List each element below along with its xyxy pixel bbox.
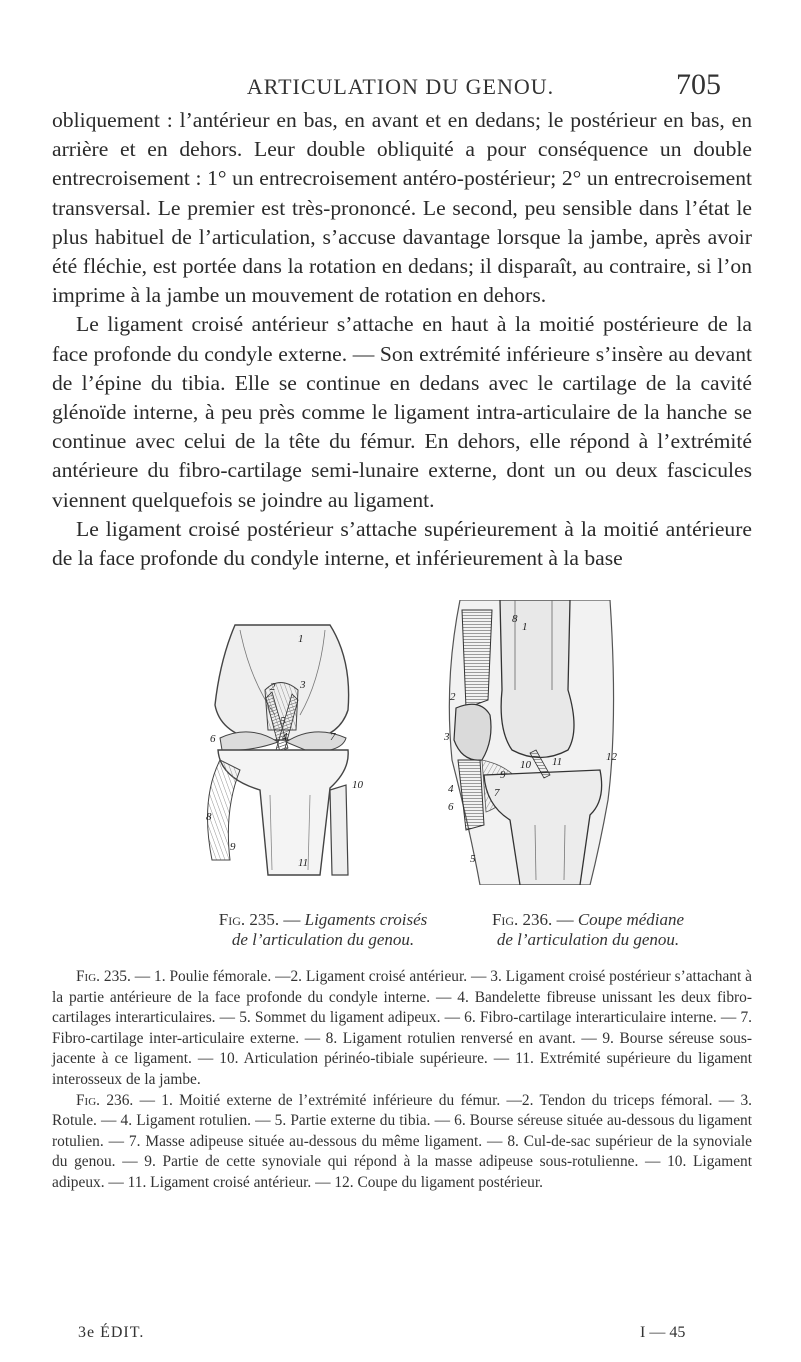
figure-235-title-line1: Ligaments croisés — [304, 910, 428, 929]
figure-235-caption — [198, 910, 448, 950]
fig236-label-12: 12 — [606, 751, 617, 763]
paragraph-1: obliquement : l’antérieur en bas, en avant et en dedans; le postérieur en bas, en arrière et en dehors. Leur double obliquité a pour conséquence un double entrecroisement : 1° un entrecroisement antéro-postérieur; 2° un entrecroisement transversal. Le premier est très-prononcé. Le second, peu sensible dans l’état le plus habituel de l’articulation, s’accuse davantage lorsque la jambe, après avoir été fléchie, est portée dans la rotation en dedans; il disparaît, au contraire, si l’on imprime à la jambe un mouvement de rotation en dehors. — [52, 108, 752, 308]
knee-section-engraving — [440, 600, 620, 885]
fig236-label-3: 3 — [444, 731, 450, 743]
legend-fig-235-text: — 1. Poulie fémorale. —2. Ligament croisé antérieur. — 3. Ligament croisé postérieur s’attachant à la partie antérieure de la face profonde du condyle interne. — 4. Bandelette fibreuse unissant les deux fibro-cartilages interarticulaires. — 5. Sommet du ligament adipeux. — 6. Fibro-cartilage interarticulaire interne. — 7. Fibro-cartilage inter-articulaire externe. — 8. Ligament rotulien renversé en avant. — 9. Bourse séreuse sous-jacente à ce ligament. — 10. Articulation périnéo-tibiale supérieure. — 11. Extrémité supérieure du ligament interosseux de la jambe. — [52, 968, 752, 1088]
fig236-label-5: 5 — [470, 853, 476, 865]
figure-236-dash: — — [552, 910, 578, 929]
figure-236-number: Fig. 236. — [491, 910, 553, 929]
figure-235-number: Fig. 235. — [218, 910, 280, 929]
signature-mark: I — 45 — [640, 1324, 686, 1341]
fig236-label-7: 7 — [494, 787, 500, 799]
fig235-label-9: 9 — [230, 841, 236, 853]
legend-fig-236-ref: Fig. 236. — [76, 1091, 134, 1109]
fig235-label-5: 5 — [280, 715, 286, 727]
fig236-label-2: 2 — [450, 691, 456, 703]
fig236-label-4: 4 — [448, 783, 454, 795]
fig235-label-1: 1 — [298, 633, 304, 645]
fig235-label-6: 6 — [210, 733, 216, 745]
figure-236-title-line1: Coupe médiane — [577, 910, 685, 929]
page-footer — [0, 1324, 801, 1348]
body-text — [52, 106, 752, 573]
running-header — [0, 68, 801, 106]
knee-ligaments-engraving — [180, 620, 370, 880]
fig235-label-7: 7 — [330, 731, 336, 743]
fig236-label-11: 11 — [552, 756, 563, 768]
figure-236-title-line2: de l’articulation du genou. — [496, 930, 680, 949]
figure-235-illustration — [180, 620, 370, 880]
legend-fig-235-ref: Fig. 235. — [76, 968, 131, 985]
fig236-label-8: 8 — [512, 613, 518, 625]
page-number: 705 — [676, 68, 721, 101]
edition-mark: 3e ÉDIT. — [78, 1324, 145, 1341]
figure-236-illustration — [440, 600, 620, 885]
figure-legends — [52, 967, 752, 1194]
fig235-label-4: 4 — [282, 731, 288, 743]
fig236-label-6: 6 — [448, 801, 454, 813]
figure-236-caption — [478, 910, 698, 950]
figure-235-dash: — — [279, 910, 305, 929]
fig235-label-11: 11 — [298, 857, 309, 869]
figures — [40, 600, 760, 900]
fig236-label-10: 10 — [520, 759, 531, 771]
fig235-label-3: 3 — [300, 679, 306, 691]
paragraph-3: Le ligament croisé postérieur s’attache supérieurement à la moitié antérieure de la face profonde du condyle interne, et inférieurement à la base — [52, 516, 752, 571]
legend-fig-235 — [52, 967, 752, 1091]
legend-fig-236-text: — 1. Moitié externe de l’extrémité inférieure du fémur. —2. Tendon du triceps fémoral. — 3. Rotule. — 4. Ligament rotulien. — 5. Partie externe du tibia. — 6. Bourse séreuse située au-dessous du ligament rotulien. — 7. Masse adipeuse située au-dessous du même ligament. — 8. Cul-de-sac supérieur de la synoviale du genou. — 9. Partie de cette synoviale qui répond à la masse adipeuse sous-rotulienne. — 10. Ligament adipeux. — 11. Ligament croisé antérieur. — 12. Coupe du ligament postérieur. — [52, 1091, 752, 1191]
legend-fig-236 — [52, 1091, 752, 1194]
fig236-label-1: 1 — [522, 621, 528, 633]
fig235-label-8: 8 — [206, 811, 212, 823]
fig236-label-9: 9 — [500, 769, 506, 781]
fig235-label-10: 10 — [352, 779, 363, 791]
paragraph-2: Le ligament croisé antérieur s’attache en haut à la moitié postérieure de la face profonde du condyle externe. — Son extrémité inférieure s’insère au devant de l’épine du tibia. Elle se continue en dedans avec le cartilage de la cavité glénoïde interne, à peu près comme le ligament intra-articulaire de la hanche se continue avec celui de la tête du fémur. En dehors, elle répond à l’extrémité antérieure du fibro-cartilage semi-lunaire externe, dont un ou deux fascicules viennent quelquefois se joindre au ligament. — [52, 312, 752, 512]
running-title: ARTICULATION DU GENOU. — [246, 74, 555, 99]
fig235-label-2: 2 — [270, 681, 276, 693]
figure-235-title-line2: de l’articulation du genou. — [231, 930, 415, 949]
